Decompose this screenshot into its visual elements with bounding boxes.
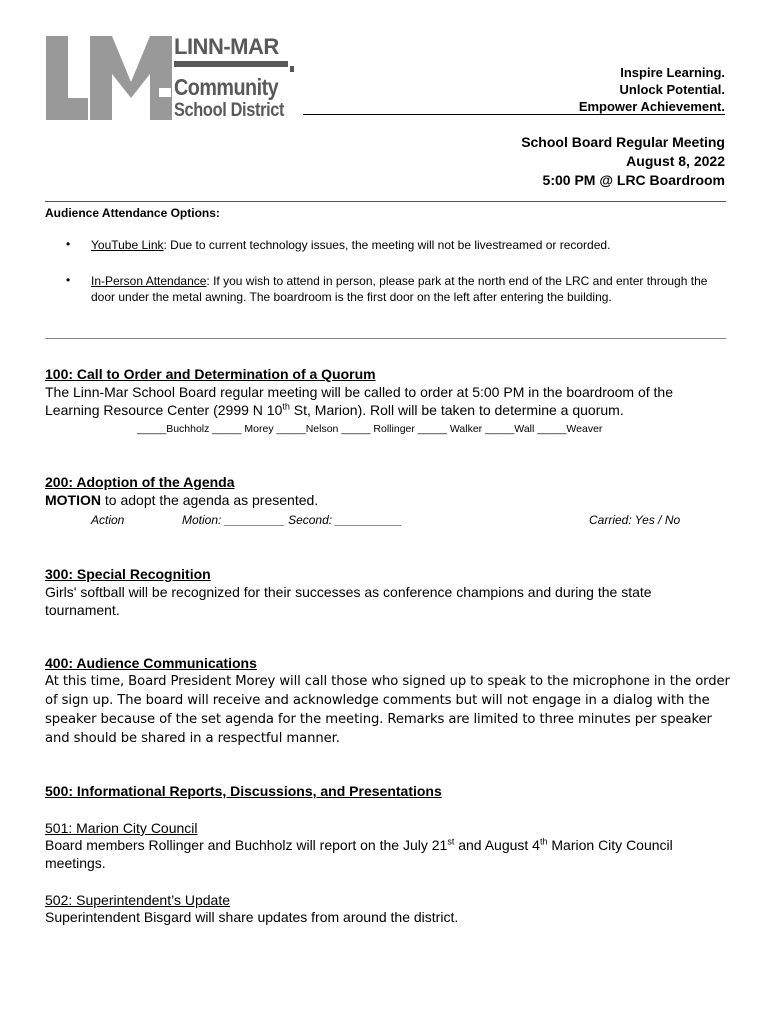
meeting-header [521,133,725,190]
section-501-title: 501: Marion City Council [45,820,198,836]
meeting-time-place: 5:00 PM @ LRC Boardroom [542,172,725,188]
section-501-sup-2: th [539,836,548,847]
logo-bar [174,61,288,67]
youtube-link[interactable]: YouTube Link [91,238,164,252]
section-501-text-b: and August 4 [454,837,540,853]
meeting-date: August 8, 2022 [626,153,725,169]
tagline-line-3: Empower Achievement. [578,99,725,114]
in-person-label: In-Person Attendance [91,274,207,288]
section-100-heading: 100: Call to Order and Determination of a Quorum [45,366,376,382]
section-501-sup-1: st [447,836,455,847]
in-person-text: : If you wish to attend in person, please park at the north end of the LRC and enter through the door under the metal awning. The boardroom is the first door on the left after entering the building. [91,274,708,304]
motion-label: MOTION [45,492,101,508]
logo-dot [290,66,294,72]
section-300-heading: 300: Special Recognition [45,566,211,582]
section-500-heading: 500: Informational Reports, Discussions, and Presentations [45,783,442,799]
logo-linn-mar: LINN-MAR [174,34,279,59]
section-502-text: Superintendent Bisgard will share updates from around the district. [45,909,459,925]
roll-call-line: _____Buchholz _____ Morey _____Nelson _____ Rollinger _____ Walker _____Wall _____Weaver [137,423,603,435]
action-label: Action [91,513,125,527]
section-502-title: 502: Superintendent’s Update [45,892,230,908]
youtube-option [91,237,731,253]
carried-label: Carried: Yes / No [589,513,681,527]
logo-l-foot [46,98,88,120]
section-200-motion [45,491,730,509]
header-divider [45,201,726,202]
section-200-heading: 200: Adoption of the Agenda [45,474,235,490]
attendance-title: Audience Attendance Options: [45,206,220,220]
section-100-text-b: St, Marion). Roll will be taken to determine a quorum. [289,402,624,418]
in-person-option [91,273,731,305]
meeting-title: School Board Regular Meeting [521,134,725,150]
attendance-divider [45,338,726,339]
motion-second-line: Motion: _________ Second: __________ [182,513,403,527]
section-501-text-c: Marion City Council meetings. [45,837,673,871]
tagline-rule [303,114,725,115]
bullet-icon: • [66,237,71,251]
section-400-heading: 400: Audience Communications [45,655,257,671]
logo-m-center [90,36,172,120]
section-501-text-a: Board members Rollinger and Buchholz will report on the July 21 [45,837,448,853]
section-400-text: At this time, Board President Morey will call those who signed up to speak to the microphone in the order of sign up. The board will receive and acknowledge comments but will not engage in a dialog with the speaker because of the set agenda for the meeting. Remarks are limited to three minutes per speaker and should be shared in a respectful manner. [45,674,730,746]
motion-text: to adopt the agenda as presented. [101,492,319,508]
logo-community: Community [174,74,279,100]
logo-school-district: School District [174,100,285,121]
youtube-text: : Due to current technology issues, the meeting will not be livestreamed or recorded. [163,238,611,252]
tagline-line-1: Inspire Learning. [620,65,725,80]
section-501-text [45,836,730,872]
tagline-line-2: Unlock Potential. [619,82,725,97]
tagline [579,64,725,115]
bullet-icon: • [66,273,71,287]
section-300-text: Girls' softball will be recognized for their successes as conference champions and during the state tournament. [45,584,652,618]
district-logo [46,36,296,122]
section-100-text-a: The Linn-Mar School Board regular meeting will be called to order at 5:00 PM in the boardroom of the Learning Resource Center (2999 N 10 [45,384,674,418]
section-100-sup: th [282,401,290,412]
section-100-text [45,383,730,419]
